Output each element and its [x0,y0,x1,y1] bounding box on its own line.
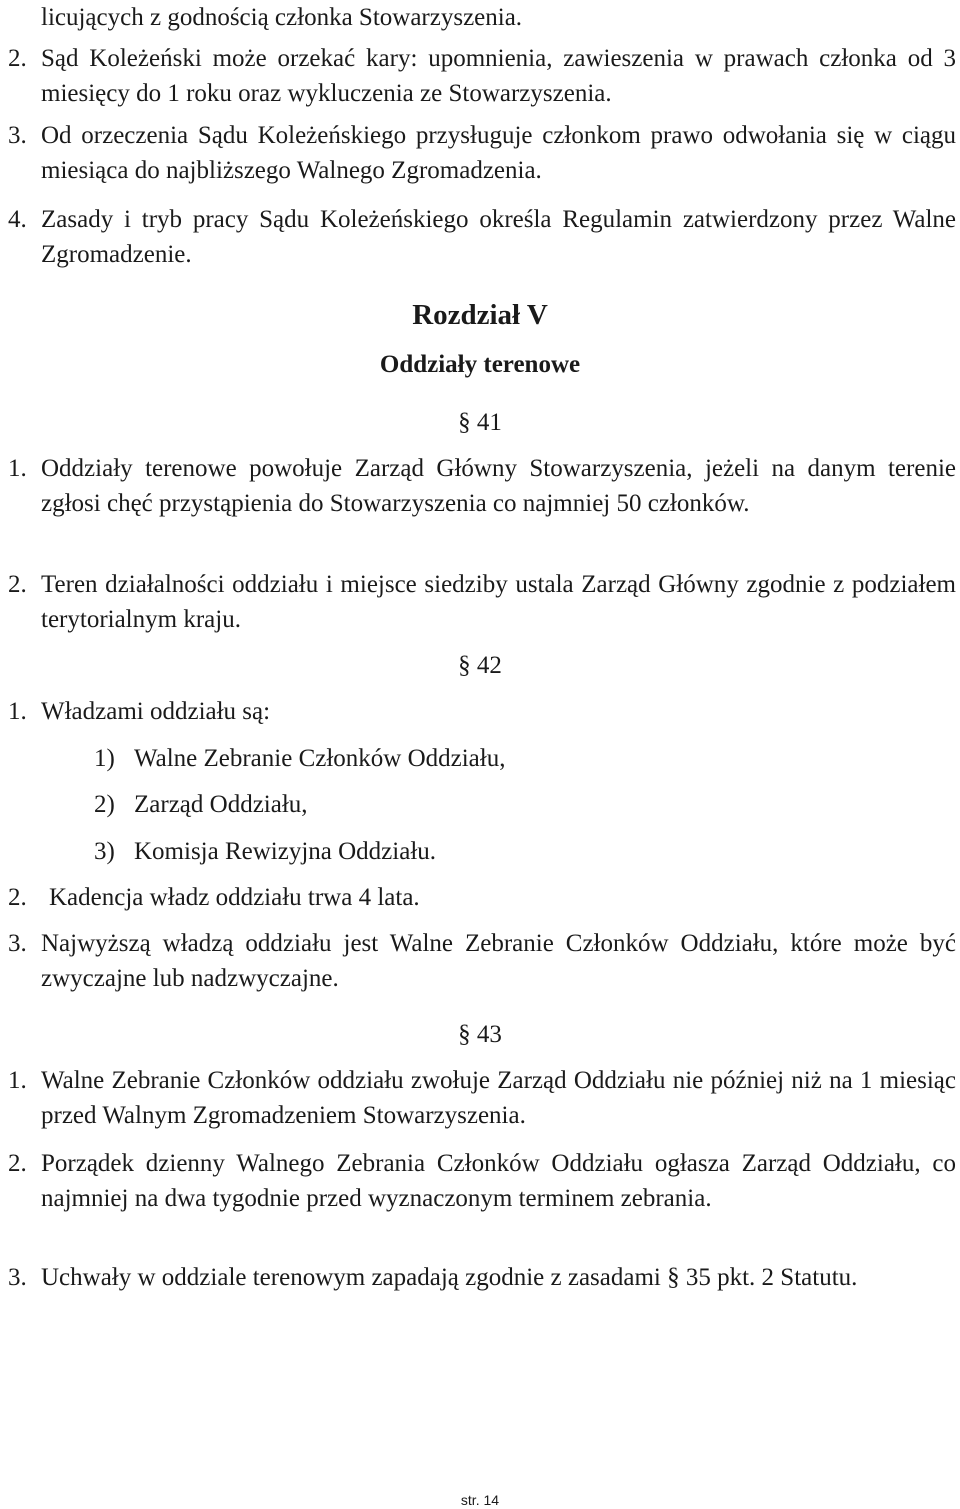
paragraph-item [8,41,956,111]
sub-list-item [94,834,436,869]
section-mark-41: § 41 [458,409,502,436]
paragraph-item [8,118,956,188]
item-text: Walne Zebranie Członków oddziału zwołuje Zarząd Oddziału nie później niż na 1 miesiąc przed Walnym Zgromadzeniem Stowarzyszenia. [41,1067,956,1129]
sub-item-number: 1) [94,745,115,772]
paragraph-text: licujących z godnością członka Stowarzyszenia. [41,4,523,31]
item-text: Władzami oddziału są: [41,698,271,725]
item-number: 3. [8,122,27,149]
sub-item-number: 2) [94,791,115,818]
paragraph-item [8,567,956,637]
item-number: 2. [8,571,27,598]
sub-list-item [94,787,308,822]
paragraph-item [8,880,956,915]
item-number: 3. [8,930,27,957]
chapter-subtitle: Oddziały terenowe [379,351,581,378]
sub-list-item [94,741,505,776]
paragraph-item [8,1146,956,1216]
sub-item-text: Komisja Rewizyjna Oddziału. [134,838,437,865]
chapter-title: Rozdział V [412,299,548,331]
item-number: 3. [8,1264,27,1291]
paragraph-item [8,926,956,996]
paragraph-item [8,1063,956,1133]
item-number: 2. [8,1150,27,1177]
item-text: Sąd Koleżeński może orzekać kary: upomnienia, zawieszenia w prawach członka od 3 miesięcy do 1 roku oraz wykluczenia ze Stowarzyszenia. [41,45,956,107]
item-number: 2. [8,45,27,72]
paragraph-item [8,202,956,272]
item-text: Uchwały w oddziale terenowym zapadają zgodnie z zasadami § 35 pkt. 2 Statutu. [41,1264,858,1291]
sub-item-number: 3) [94,838,115,865]
item-number: 1. [8,698,27,725]
paragraph-continuation [8,0,956,35]
section-mark-43: § 43 [458,1021,502,1048]
paragraph-item [8,1260,956,1295]
item-number: 1. [8,455,27,482]
item-text: Teren działalności oddziału i miejsce siedziby ustala Zarząd Główny zgodnie z podziałem terytorialnym kraju. [41,571,956,633]
item-number: 1. [8,1067,27,1094]
item-text: Oddziały terenowe powołuje Zarząd Główny Stowarzyszenia, jeżeli na danym terenie zgłosi chęć przystąpienia do Stowarzyszenia co najmniej 50 członków. [41,455,956,517]
sub-item-text: Zarząd Oddziału, [134,791,308,818]
item-text: Najwyższą władzą oddziału jest Walne Zebranie Członków Oddziału, które może być zwyczajne lub nadzwyczajne. [41,930,956,992]
item-text: Zasady i tryb pracy Sądu Koleżeńskiego określa Regulamin zatwierdzony przez Walne Zgromadzenie. [41,206,956,268]
item-number: 4. [8,206,27,233]
item-text: Kadencja władz oddziału trwa 4 lata. [49,884,420,911]
paragraph-item [8,694,956,729]
sub-item-text: Walne Zebranie Członków Oddziału, [134,745,506,772]
item-text: Porządek dzienny Walnego Zebrania Członków Oddziału ogłasza Zarząd Oddziału, co najmniej na dwa tygodnie przed wyznaczonym terminem zebrania. [41,1150,956,1212]
paragraph-item [8,451,956,521]
page-number: str. 14 [460,1492,500,1508]
item-number: 2. [8,884,27,911]
item-text: Od orzeczenia Sądu Koleżeńskiego przysługuje członkom prawo odwołania się w ciągu miesiąca do najbliższego Walnego Zgromadzenia. [41,122,956,184]
section-mark-42: § 42 [458,652,502,679]
